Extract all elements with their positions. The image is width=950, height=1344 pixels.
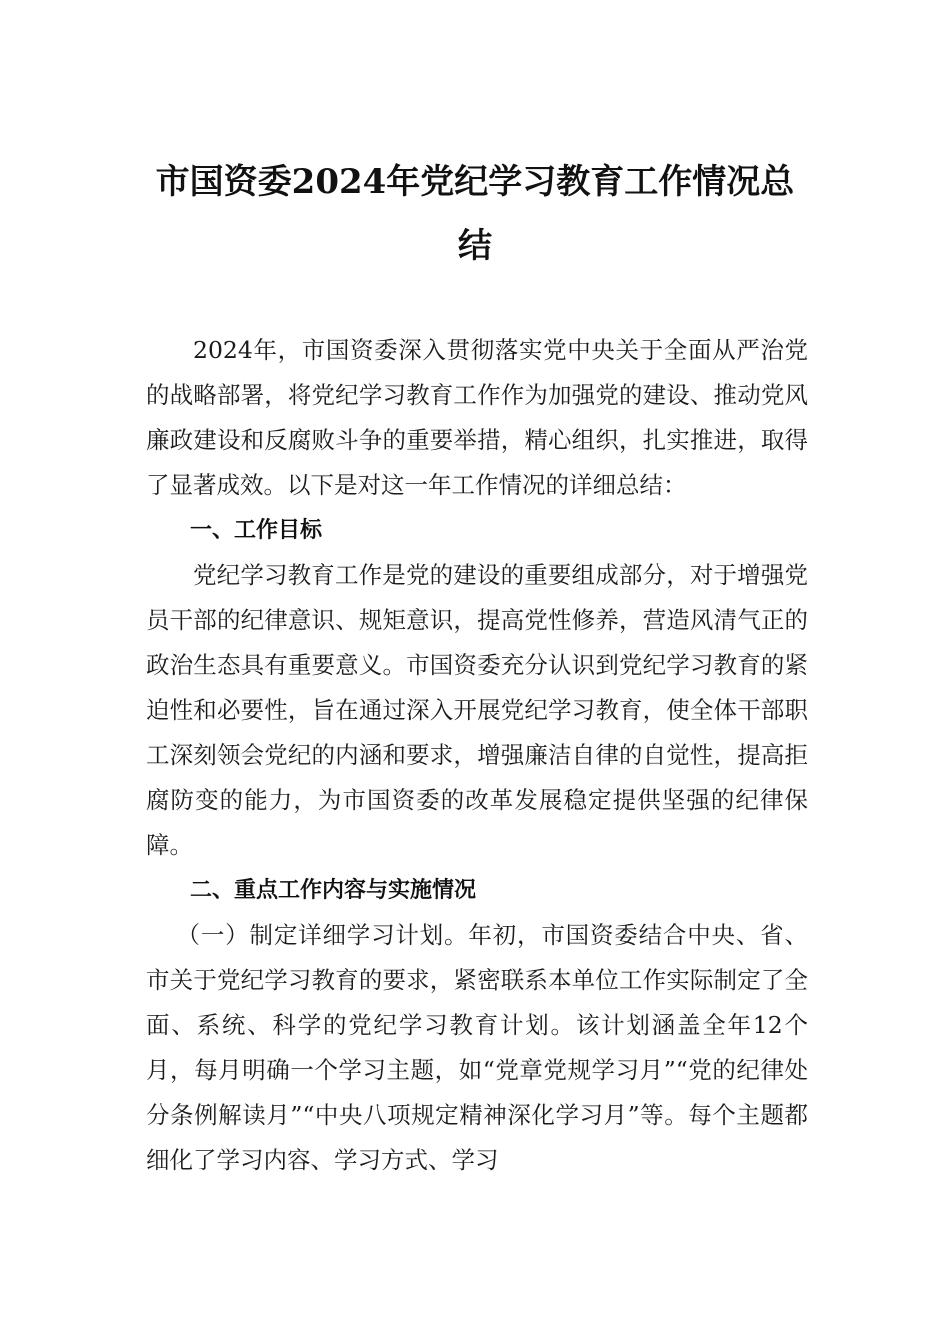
section-heading-key-work: 二、重点工作内容与实施情况	[190, 878, 477, 903]
document-title: 市国资委2024年党纪学习教育工作情况总结	[155, 162, 795, 266]
goals-paragraph: 党纪学习教育工作是党的建设的重要组成部分，对于增强党员干部的纪律意识、规矩意识，提高党性修养，营造风清气正的政治生态具有重要意义。市国资委充分认识到党纪学习教育的紧迫性和必要性，旨在通过深入开展党纪学习教育，使全体干部职工深刻领会党纪的内涵和要求，增强廉洁自律的自觉性，提高拒腐防变的能力，为市国资委的改革发展稳定提供坚强的纪律保障。	[146, 561, 808, 859]
key-work-paragraph: （一）制定详细学习计划。年初，市国资委结合中央、省、市关于党纪学习教育的要求，紧密联系本单位工作实际制定了全面、系统、科学的党纪学习教育计划。该计划涵盖全年12个月，每月明确一个学习主题，如“党章党规学习月”“党的纪律处分条例解读月”“中央八项规定精神深化学习月”等。每个主题都细化了学习内容、学习方式、学习	[146, 921, 808, 1174]
document-body	[146, 328, 808, 1183]
intro-paragraph: 2024年，市国资委深入贯彻落实党中央关于全面从严治党的战略部署，将党纪学习教育工作作为加强党的建设、推动党风廉政建设和反腐败斗争的重要举措，精心组织，扎实推进，取得了显著成效。以下是对这一年工作情况的详细总结：	[146, 336, 808, 499]
section-heading-goals: 一、工作目标	[190, 518, 323, 543]
